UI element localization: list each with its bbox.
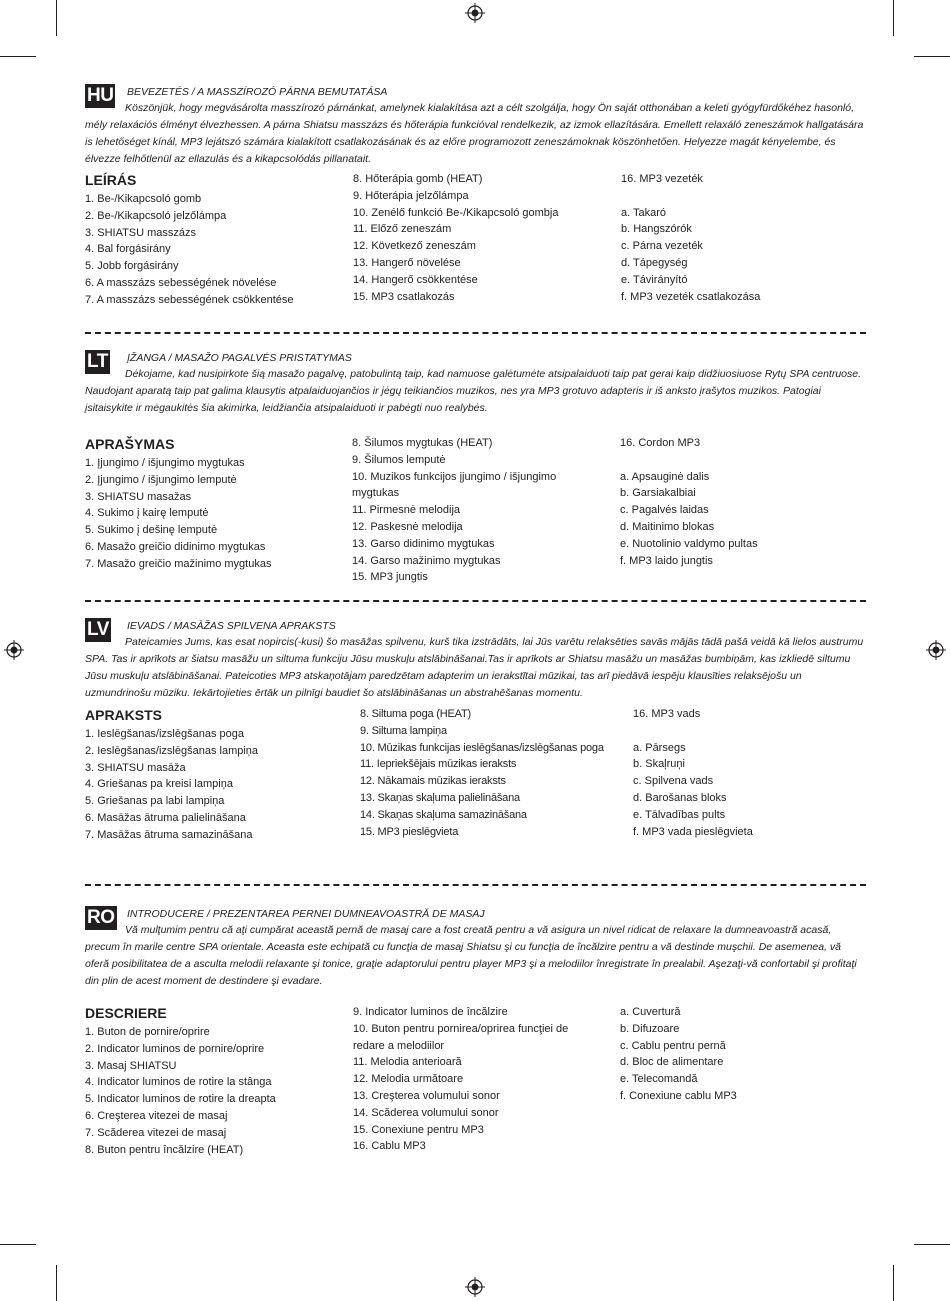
section-ro — [85, 906, 865, 1156]
list-item: b. Garsiakalbiai — [620, 487, 696, 500]
list-item: d. Bloc de alimentare — [620, 1056, 724, 1069]
list-item: a. Apsauginė dalis — [620, 470, 710, 483]
list-item: 2. Įjungimo / išjungimo lemputė — [85, 473, 237, 486]
list-item: 9. Šilumos lemputė — [352, 453, 446, 466]
description-column-2-lv — [360, 706, 625, 840]
list-item: b. Hangszórók — [621, 223, 692, 236]
intro-text-lv: Pateicamies Jums, kas esat nopircis(-kusi) šo masāžas spilvenu, kurš tika izstrādāts, lai Jūs varētu relaksēties savās mājās tādā pašā veidā kā lielos austrumu SPA. Tas ir aprīkots ar šiatsu masāžu un siltuma funkciju Jūsu muskuļu atslābināšanai.Tas ir aprīkots ar Shiatsu masāžu un masāžas bumbiņām, kas izkliedē siltumu Jūsu muskuļu atslābināšanai. Pateicoties MP3 atskaņotājam paredzētam adapterim un ierakstītai mūzikai, tas arī piedāvā iespēju klausīties relaksējošu un uzmundrinošu mūziku. Iekārtojieties ērtāk un pilnīgi baudiet šo atslābināšanas un abstrahēšanas momentu. — [85, 636, 864, 699]
list-item: 7. A masszázs sebességének csökkentése — [85, 293, 294, 306]
description-heading-lt: APRAŠYMAS — [85, 436, 175, 452]
description-column-1-lv — [85, 706, 350, 844]
list-item: 2. Be-/Kikapcsoló jelzőlámpa — [85, 209, 227, 222]
list-item: 6. A masszázs sebességének növelése — [85, 276, 277, 289]
language-badge-ro: RO — [87, 907, 115, 928]
list-item: 16. Cablu MP3 — [353, 1140, 426, 1153]
description-column-3-hu — [621, 171, 865, 305]
list-item: 4. Indicator luminos de rotire la stânga — [85, 1076, 272, 1089]
crop-mark — [893, 1265, 894, 1301]
list-item: 14. Scăderea volumului sonor — [353, 1106, 499, 1119]
list-item: 15. MP3 pieslēgvieta — [360, 825, 459, 838]
list-item: 5. Jobb forgásirány — [85, 260, 179, 273]
section-divider — [85, 884, 866, 886]
description-column-2-lt — [352, 435, 592, 586]
intro-text-hu: Köszönjük, hogy megvásárolta masszírozó párnánkat, amelynek kialakítása azt a célt szolgálja, hogy Ön saját otthonában a keleti gyógyfürdőkéhez hasonló, mély relaxációs élményt élvezhessen. A párna Shiatsu masszázs és hőterápia funkcióval rendelkezik, az izmok ellazítására. Emellett relaxáló zeneszámok hallgatására is lehetőséget kínál, MP3 lejátszó számára kialakított csatlakozásának és az előre programozott zeneszámoknak köszönhetően. Helyezze magát kényelembe, és élvezze felhőtlenül az ellazulás és a kikapcsolódás pillanatait. — [85, 102, 864, 165]
list-item: 3. SHIATSU masažas — [85, 490, 192, 503]
list-item: 16. MP3 vezeték — [621, 173, 703, 185]
intro-text-ro: Vă mulţumim pentru că aţi cumpărat această pernă de masaj care a fost creată pentru a vă asigura un nivel ridicat de relaxare la dumneavoastră acasă, precum în marile centre SPA orientale. Aceasta este echipată cu funcţia de masaj Shiatsu şi cu funcţia de încălzire pentru a vă destinde muşchii. De asemenea, vă oferă posibilitatea de a asculta melodii relaxante şi tonice, graţie adaptorului pentru player MP3 şi a melodiilor înregistrate în prealabil. Aşezaţi-vă confortabil şi profitaţi din plin de acest moment de destindere şi evadare. — [85, 924, 857, 987]
registration-mark-icon — [4, 640, 24, 660]
list-item: 10. Buton pentru pornirea/oprirea funcţiei de redare a melodiilor — [353, 1022, 569, 1052]
list-item: c. Párna vezeték — [621, 240, 703, 253]
list-spacer — [621, 188, 865, 205]
description-column-2-hu — [353, 171, 613, 305]
section-lt — [85, 350, 865, 584]
list-item: 4. Sukimo į kairę lemputė — [85, 507, 209, 520]
intro-title-lt: ĮŽANGA / MASAŽO PAGALVĖS PRISTATYMAS — [127, 352, 352, 364]
list-item: e. Telecomandă — [620, 1073, 698, 1086]
list-item: e. Távirányító — [621, 273, 688, 286]
description-column-1-ro — [85, 1004, 345, 1158]
list-item: 3. Masaj SHIATSU — [85, 1059, 177, 1072]
list-item: 7. Masāžas ātruma samazināšana — [85, 828, 253, 841]
list-item: 1. Įjungimo / išjungimo mygtukas — [85, 457, 245, 469]
list-item: 8. Šilumos mygtukas (HEAT) — [352, 437, 493, 449]
language-badge-hu: HU — [87, 85, 114, 106]
list-item: 11. Előző zeneszám — [353, 223, 452, 236]
list-item: 11. Melodia anterioară — [353, 1056, 462, 1069]
list-item: e. Tālvadības pults — [633, 808, 726, 821]
crop-mark — [0, 56, 36, 57]
intro-text-lt: Dėkojame, kad nusipirkote šią masažo pagalvę, patobulintą taip, kad namuose galėtumėte atsipalaiduoti taip pat gerai kaip didžiuosiuose Rytų SPA centruose. Naudojant aparatą taip pat galima klausytis atpalaiduojančios ir jėgų teikiančios muzikos, nes yra MP3 grotuvo adapteris ir iš anksto įrašytos muzikos. Patogiai įsitaisykite ir mėgaukitės šia akimirka, leidžiančia atsipalaiduoti ir pabėgti nuo realybės. — [85, 368, 862, 414]
list-item: b. Skaļruņi — [633, 758, 685, 771]
crop-mark — [56, 0, 57, 36]
list-item: 12. Következő zeneszám — [353, 240, 476, 253]
description-heading-ro: DESCRIERE — [85, 1005, 167, 1021]
list-item: b. Difuzoare — [620, 1022, 680, 1035]
crop-mark — [914, 56, 950, 57]
list-item: a. Cuvertură — [620, 1006, 681, 1018]
description-column-3-lv — [633, 706, 865, 840]
list-item: 12. Paskesnė melodija — [352, 520, 463, 533]
crop-mark — [893, 0, 894, 36]
list-item: 2. Ieslēgšanas/izslēgšanas lampiņa — [85, 744, 259, 757]
list-item: 1. Be-/Kikapcsoló gomb — [85, 193, 202, 205]
language-badge-lv: LV — [87, 619, 109, 640]
list-item: 8. Hőterápia gomb (HEAT) — [353, 173, 483, 185]
list-item: 3. SHIATSU masszázs — [85, 226, 197, 239]
list-item: 16. Cordon MP3 — [620, 437, 701, 449]
intro-title-ro: INTRODUCERE / PREZENTAREA PERNEI DUMNEAVOASTRĂ DE MASAJ — [127, 908, 485, 920]
list-item: 8. Buton pentru încălzire (HEAT) — [85, 1143, 244, 1156]
section-lv — [85, 618, 865, 841]
crop-mark — [56, 1265, 57, 1301]
list-item: f. MP3 vada pieslēgvieta — [633, 825, 753, 838]
list-item: c. Pagalvės laidas — [620, 504, 709, 517]
registration-mark-icon — [926, 640, 946, 660]
list-item: 12. Melodia următoare — [353, 1073, 464, 1086]
list-item: c. Cablu pentru pernă — [620, 1039, 726, 1052]
list-item: 10. Muzikos funkcijos įjungimo / išjungimo mygtukas — [352, 470, 557, 500]
list-item: a. Pārsegs — [633, 741, 686, 754]
list-item: c. Spilvena vads — [633, 775, 714, 788]
list-item: 4. Bal forgásirány — [85, 243, 171, 256]
list-item: d. Maitinimo blokas — [620, 520, 715, 533]
list-item: 4. Griešanas pa kreisi lampiņa — [85, 778, 233, 791]
list-item: 1. Ieslēgšanas/izslēgšanas poga — [85, 728, 244, 740]
crop-mark — [914, 1244, 950, 1245]
list-item: 15. MP3 csatlakozás — [353, 290, 455, 303]
list-item: 3. SHIATSU masāža — [85, 761, 186, 774]
intro-title-hu: BEVEZETÉS / A MASSZÍROZÓ PÁRNA BEMUTATÁSA — [127, 86, 388, 98]
list-item: 16. MP3 vads — [633, 708, 701, 720]
registration-mark-icon — [465, 3, 485, 23]
list-item: 7. Scăderea vitezei de masaj — [85, 1126, 227, 1139]
list-item: 7. Masažo greičio mažinimo mygtukas — [85, 557, 272, 570]
list-item: 9. Siltuma lampiņa — [360, 724, 447, 737]
section-divider — [85, 600, 866, 602]
crop-mark — [0, 1244, 36, 1245]
list-item: f. Conexiune cablu MP3 — [620, 1089, 737, 1102]
list-spacer — [620, 452, 865, 469]
intro-title-lv: IEVADS / MASĀŽAS SPILVENA APRAKSTS — [127, 620, 336, 632]
section-divider — [85, 332, 866, 334]
list-item: 14. Skaņas skaļuma samazināšana — [360, 808, 527, 821]
list-item: 5. Sukimo į dešinę lemputė — [85, 524, 218, 537]
list-item: 14. Garso mažinimo mygtukas — [352, 554, 501, 567]
list-item: 13. Hangerő növelése — [353, 256, 461, 269]
list-item: 10. Zenélő funkció Be-/Kikapcsoló gombja — [353, 206, 559, 219]
list-item: 13. Skaņas skaļuma palielināšana — [360, 791, 520, 804]
description-heading-lv: APRAKSTS — [85, 707, 163, 723]
list-item: 10. Mūzikas funkcijas ieslēgšanas/izslēgšanas poga — [360, 741, 604, 754]
list-item: 9. Hőterápia jelzőlámpa — [353, 189, 469, 202]
language-badge-lt: LT — [87, 351, 108, 372]
list-item: 11. Pirmesnė melodija — [352, 504, 461, 517]
list-item: 6. Masažo greičio didinimo mygtukas — [85, 540, 266, 553]
list-item: 12. Nākamais mūzikas ieraksts — [360, 775, 506, 788]
list-item: 5. Griešanas pa labi lampiņa — [85, 795, 225, 808]
list-item: 6. Creşterea vitezei de masaj — [85, 1109, 228, 1122]
description-heading-hu: LEÍRÁS — [85, 172, 137, 188]
list-item: 13. Garso didinimo mygtukas — [352, 537, 495, 550]
list-item: e. Nuotolinio valdymo pultas — [620, 537, 758, 550]
list-item: f. MP3 vezeték csatlakozása — [621, 290, 761, 303]
description-column-1-hu — [85, 171, 345, 309]
description-column-1-lt — [85, 435, 345, 573]
description-column-3-lt — [620, 435, 865, 569]
description-column-3-ro — [620, 1004, 865, 1105]
list-item: a. Takaró — [621, 206, 667, 219]
list-item: 15. Conexiune pentru MP3 — [353, 1123, 484, 1136]
list-item: f. MP3 laido jungtis — [620, 554, 713, 567]
list-item: 1. Buton de pornire/oprire — [85, 1026, 210, 1038]
list-item: 15. MP3 jungtis — [352, 571, 428, 584]
registration-mark-icon — [465, 1277, 485, 1297]
list-item: 9. Indicator luminos de încălzire — [353, 1006, 508, 1018]
section-hu — [85, 84, 865, 306]
description-column-2-ro — [353, 1004, 598, 1155]
list-item: 14. Hangerő csökkentése — [353, 273, 478, 286]
list-item: 6. Masāžas ātruma palielināšana — [85, 811, 246, 824]
list-item: 8. Siltuma poga (HEAT) — [360, 708, 471, 720]
list-item: 2. Indicator luminos de pornire/oprire — [85, 1042, 265, 1055]
list-spacer — [633, 723, 865, 740]
list-item: 13. Creşterea volumului sonor — [353, 1089, 500, 1102]
list-item: d. Barošanas bloks — [633, 791, 727, 804]
list-item: 11. Iepriekšējais mūzikas ieraksts — [360, 758, 517, 771]
list-item: d. Tápegység — [621, 256, 688, 269]
list-item: 5. Indicator luminos de rotire la dreapta — [85, 1093, 276, 1106]
